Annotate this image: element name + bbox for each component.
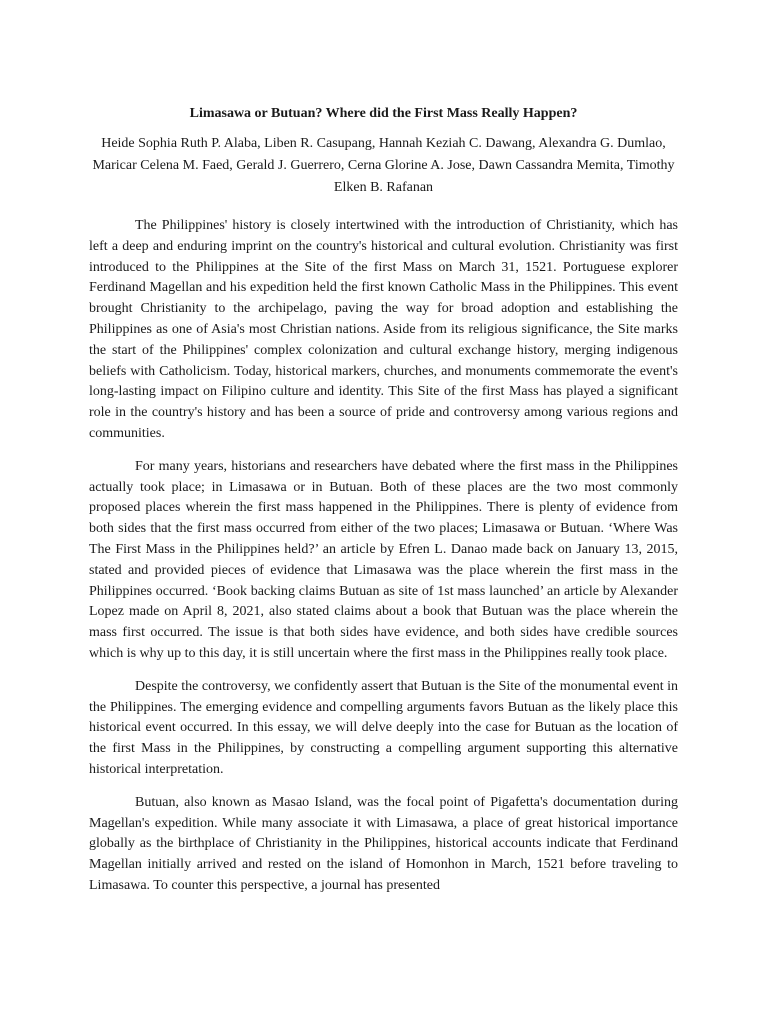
paragraph-thesis: Despite the controversy, we confidently assert that Butuan is the Site of the monumental event in the Philippines. The emerging evidence and compelling arguments favors Butuan as the likely place this historical event occurred. In this essay, we will delve deeply into the case for Butuan as the location of the first Mass in the Philippines, by constructing a compelling argument supporting this alternative historical interpretation. xyxy=(89,678,678,777)
paragraph-butuan: Butuan, also known as Masao Island, was the focal point of Pigafetta's documentation during Magellan's expedition. While many associate it with Limasawa, a place of great historical importance globally as the birthplace of Christianity in the Philippines, historical accounts indicate that Ferdinand Magellan initially arrived and rested on the island of Homonhon in March, 1521 before traveling to Limasawa. To counter this perspective, a journal has presented xyxy=(89,794,678,893)
document-title: Limasawa or Butuan? Where did the First Mass Really Happen? xyxy=(189,106,578,121)
paragraph-debate: For many years, historians and researchers have debated where the first mass in the Philippines actually took place; in Limasawa or in Butuan. Both of these places are the two most commonly proposed places wherein the first mass happened in the Philippines. There is plenty of evidence from both sides that the first mass occurred from either of the two places; Limasawa or Butuan. ‘Where Was The First Mass in the Philippines held?’ an article by Efren L. Danao made back on January 13, 2015, stated and provided pieces of evidence that Limasawa was the place wherein the first mass in the Philippines occurred. ‘Book backing claims Butuan as site of 1st mass launched’ an article by Alexander Lopez made on April 8, 2021, also stated claims about a book that Butuan was the place wherein the mass first occurred. The issue is that both sides have evidence, and both sides have credible sources which is why up to this day, it is still uncertain where the first mass in the Philippines really took place. xyxy=(89,458,678,661)
document-body xyxy=(89,103,678,897)
author-list: Heide Sophia Ruth P. Alaba, Liben R. Casupang, Hannah Keziah C. Dawang, Alexandra G. Dumlao, Maricar Celena M. Faed, Gerald J. Guerrero, Cerna Glorine A. Jose, Dawn Cassandra Memita, Timothy Elken B. Rafanan xyxy=(92,136,675,195)
paragraph-introduction: The Philippines' history is closely intertwined with the introduction of Christianity, which has left a deep and enduring imprint on the country's historical and cultural evolution. Christianity was first introduced to the Philippines at the Site of the first Mass on March 31, 1521. Portuguese explorer Ferdinand Magellan and his expedition held the first known Catholic Mass in the Philippines. This event brought Christianity to the archipelago, paving the way for broad adoption and establishing the Philippines as one of Asia's most Christian nations. Aside from its religious significance, the Site marks the start of the Philippines' complex colonization and cultural exchange history, merging indigenous beliefs with Catholicism. Today, historical markers, churches, and monuments commemorate the event's long-lasting impact on Filipino culture and identity. This Site of the first Mass has played a significant role in the country's history and has been a source of pride and controversy among various regions and communities. xyxy=(89,218,678,441)
